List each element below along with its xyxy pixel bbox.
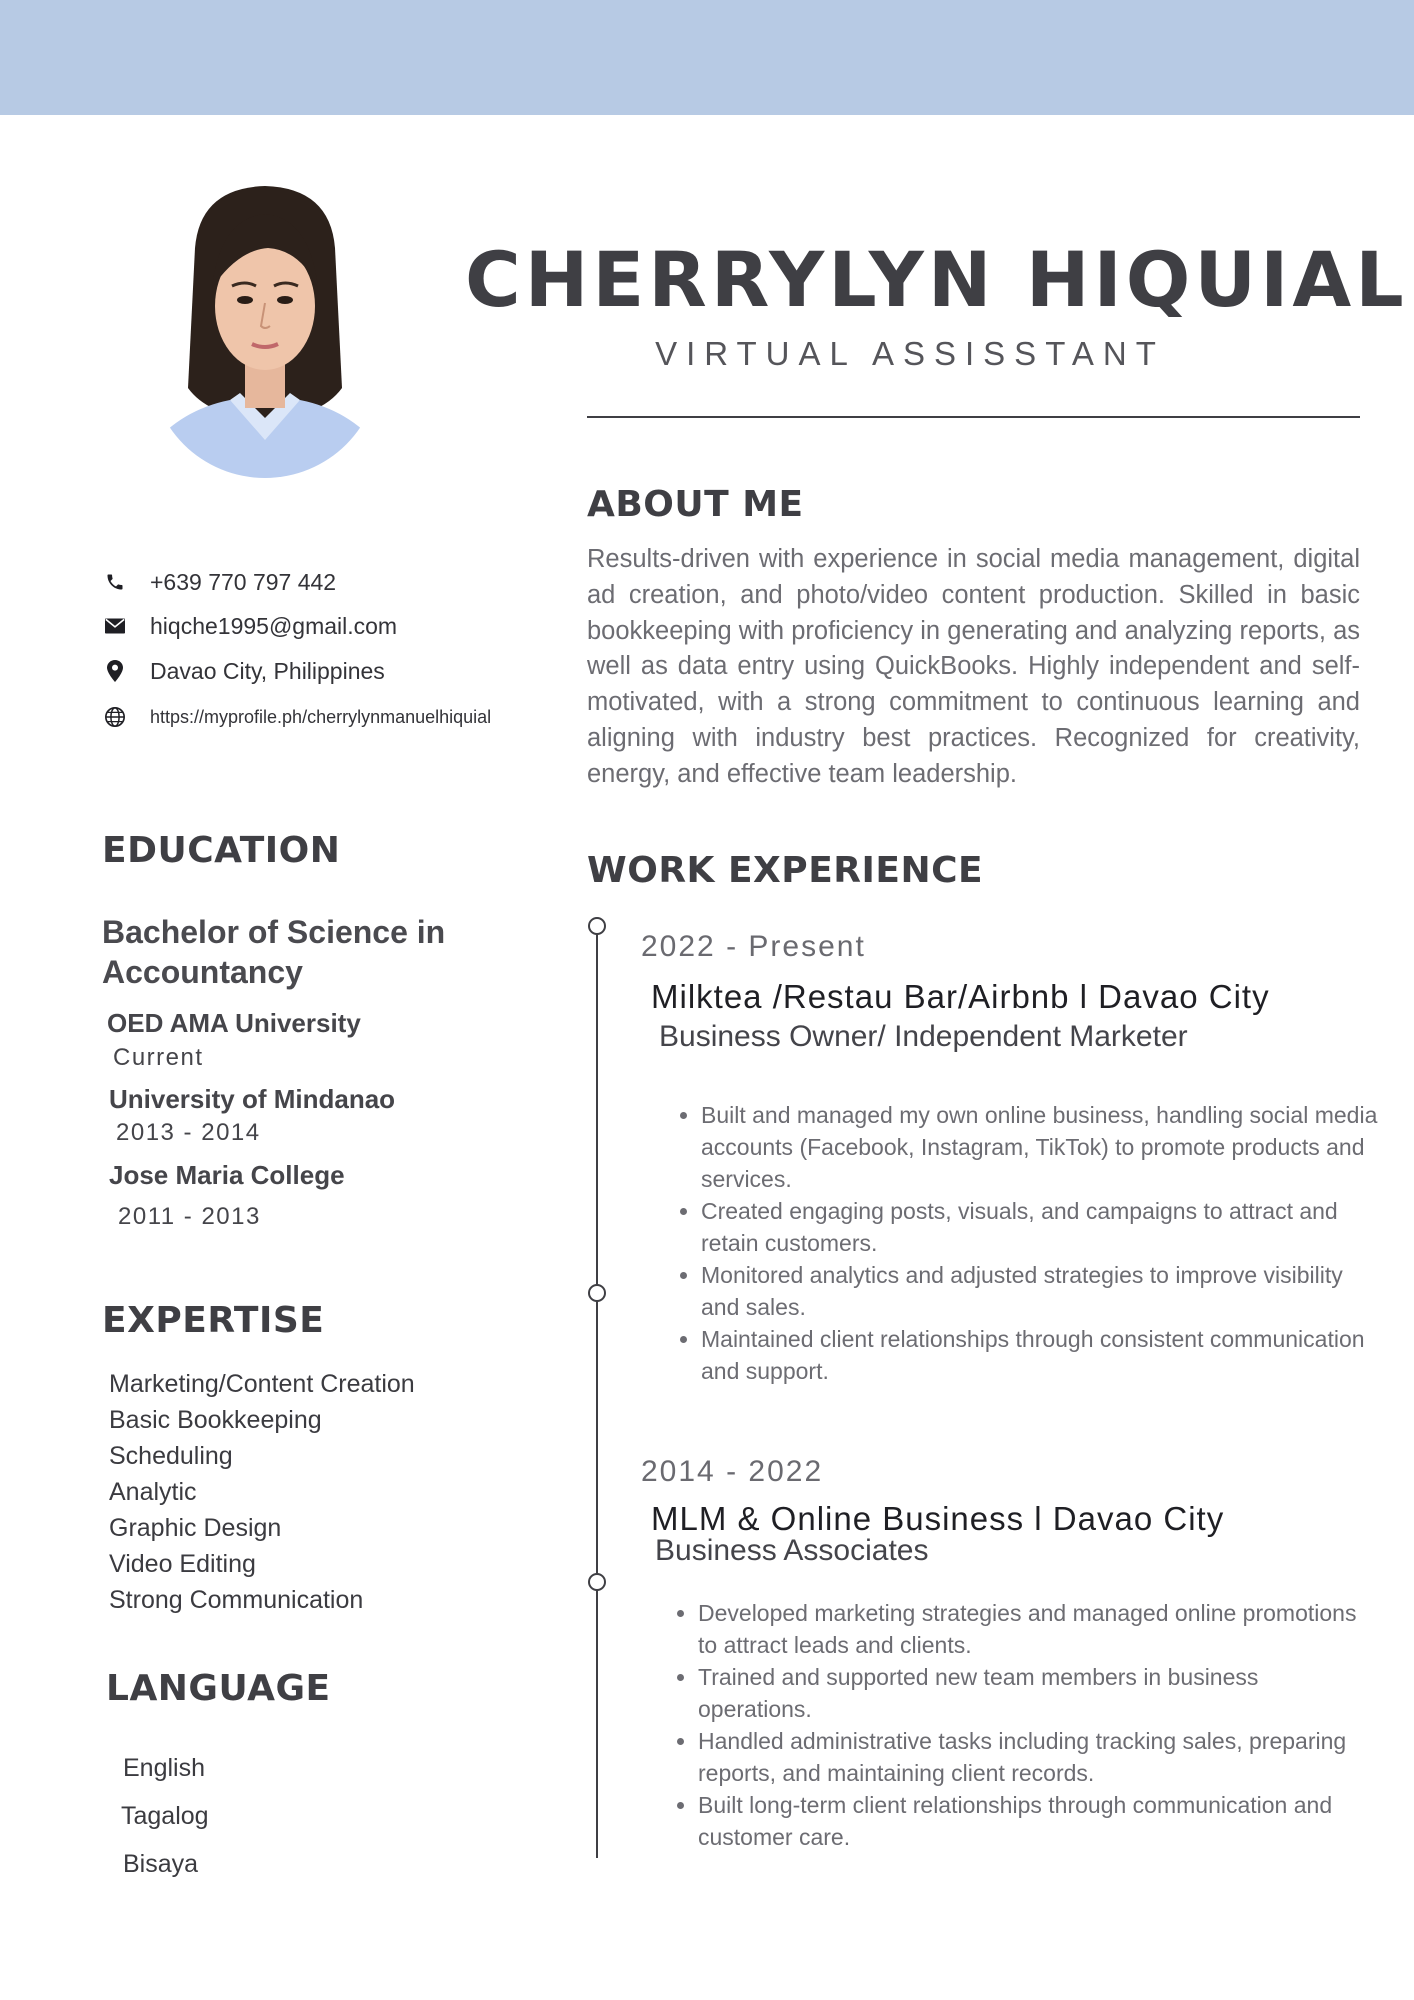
mail-icon [104,615,126,637]
full-name: CHERRYLYN HIQUIAL [465,235,1408,324]
website-link[interactable]: https://myprofile.ph/cherrylynmanuelhiquial [150,706,492,727]
job-period: 2014 - 2022 [641,1455,824,1488]
top-banner [0,0,1414,115]
list-item: • Built long-term client relationships through communication and customer care. [698,1789,1378,1853]
about-heading: ABOUT ME [587,484,804,525]
email-address[interactable]: hiqche1995@gmail.com [150,612,398,639]
school-years: 2013 - 2014 [116,1119,261,1146]
contact-location [104,648,564,694]
list-item: Graphic Design [109,1514,282,1542]
job-role: Business Associates [655,1534,929,1567]
job-title: VIRTUAL ASSISSTANT [655,335,1165,372]
list-item: • Handled administrative tasks including tracking sales, preparing reports, and maintaining client records. [698,1725,1378,1789]
school-years: 2011 - 2013 [118,1203,261,1230]
job-bullets [671,1099,1381,1387]
language-heading: LANGUAGE [106,1668,331,1709]
contact-block [104,560,564,740]
job-company: Milktea /Restau Bar/Airbnb l Davao City [651,978,1270,1015]
timeline-node [588,1284,606,1302]
profile-photo-illustration [150,178,380,478]
list-item: Bisaya [123,1850,199,1878]
school-years: Current [113,1044,204,1071]
contact-email [104,604,564,648]
list-item: • Monitored analytics and adjusted strategies to improve visibility and sales. [701,1259,1381,1323]
education-heading: EDUCATION [102,830,341,871]
list-item: • Built and managed my own online business, handling social media accounts (Facebook, Instagram, TikTok) to promote products and services. [701,1099,1381,1195]
phone-number[interactable]: +639 770 797 442 [150,568,337,595]
list-item: English [123,1754,205,1782]
job-period: 2022 - Present [641,930,866,963]
timeline-node [588,917,606,935]
list-item: Marketing/Content Creation [109,1370,415,1398]
contact-phone [104,560,564,604]
list-item: Analytic [109,1478,197,1506]
phone-icon [104,571,126,593]
expertise-heading: EXPERTISE [102,1300,325,1341]
degree-title: Bachelor of Science in Accountancy [102,914,446,990]
timeline-line [596,928,598,1858]
list-item: • Maintained client relationships through consistent communication and support. [701,1323,1381,1387]
list-item: • Created engaging posts, visuals, and campaigns to attract and retain customers. [701,1195,1381,1259]
header-divider [587,416,1360,418]
job-bullets [668,1597,1378,1853]
list-item: Basic Bookkeeping [109,1406,322,1434]
job-role: Business Owner/ Independent Marketer [659,1020,1188,1053]
location-text: Davao City, Philippines [150,657,385,684]
list-item: Tagalog [121,1802,209,1830]
work-experience-heading: WORK EXPERIENCE [587,850,984,891]
profile-photo [150,178,380,478]
globe-icon [104,706,126,728]
contact-website [104,694,564,740]
list-item: Video Editing [109,1550,256,1578]
language-list [123,1744,209,1888]
about-text: Results-driven with experience in social media management, digital ad creation, and photo/video content production. Skilled in basic bookkeeping with proficiency in generating and analyzing reports, as well as data entry using QuickBooks. Highly independent and self-motivated, with a strong commitment to continuous learning and aligning with industry best practices. Recognized for creativity, energy, and effective team leadership. [587,545,1360,788]
list-item: • Trained and supported new team members in business operations. [698,1661,1378,1725]
list-item: Strong Communication [109,1586,364,1614]
location-pin-icon [104,660,126,682]
job-company: MLM & Online Business l Davao City [651,1500,1225,1537]
list-item: • Developed marketing strategies and managed online promotions to attract leads and clients. [698,1597,1378,1661]
expertise-list [109,1366,415,1618]
school-name: Jose Maria College [109,1160,345,1190]
list-item: Scheduling [109,1442,233,1470]
school-name: OED AMA University [107,1008,361,1038]
timeline-node [588,1573,606,1591]
school-name: University of Mindanao [109,1084,396,1114]
